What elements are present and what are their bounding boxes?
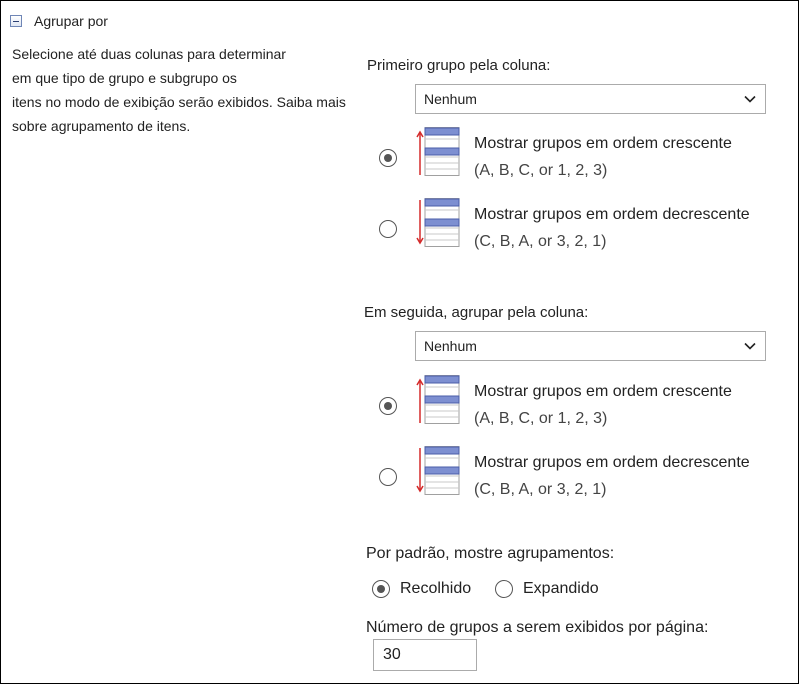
description xyxy=(12,42,407,138)
chevron-down-icon xyxy=(743,339,757,353)
first-group-descending-sub: (C, B, A, or 3, 2, 1) xyxy=(474,233,607,250)
second-group-ascending-radio[interactable] xyxy=(379,397,397,415)
second-group-descending-radio[interactable] xyxy=(379,468,397,486)
groups-per-page-value: 30 xyxy=(383,646,401,663)
second-group-ascending-title: Mostrar grupos em ordem crescente xyxy=(474,383,732,400)
groups-per-page-label: Número de grupos a serem exibidos por página: xyxy=(366,619,709,636)
second-group-descending-title: Mostrar grupos em ordem decrescente xyxy=(474,454,750,471)
second-group-label: Em seguida, agrupar pela coluna: xyxy=(364,304,589,321)
second-group-select[interactable] xyxy=(415,331,766,361)
first-group-select-value: Nenhum xyxy=(424,91,477,107)
minus-box-icon[interactable] xyxy=(10,15,22,27)
first-group-ascending-radio[interactable] xyxy=(379,149,397,167)
description-line: sobre agrupamento de itens. xyxy=(12,118,191,134)
description-line: em que tipo de grupo e subgrupo os xyxy=(12,70,237,86)
sort-ascending-icon xyxy=(414,127,460,177)
first-group-descending-title: Mostrar grupos em ordem decrescente xyxy=(474,206,750,223)
expanded-label[interactable]: Expandido xyxy=(523,580,599,597)
chevron-down-icon xyxy=(743,92,757,106)
sort-descending-icon xyxy=(414,198,460,248)
expanded-radio[interactable] xyxy=(495,580,513,598)
section-header[interactable] xyxy=(10,12,108,30)
first-group-ascending-sub: (A, B, C, or 1, 2, 3) xyxy=(474,162,608,179)
first-group-descending-radio[interactable] xyxy=(379,220,397,238)
default-display-label: Por padrão, mostre agrupamentos: xyxy=(366,545,615,562)
second-group-select-value: Nenhum xyxy=(424,338,477,354)
description-line: Selecione até duas colunas para determinar xyxy=(12,46,286,62)
description-line: itens no modo de exibição serão exibidos. Saiba mais xyxy=(12,94,346,110)
second-group-ascending-sub: (A, B, C, or 1, 2, 3) xyxy=(474,410,608,427)
collapsed-radio[interactable] xyxy=(372,580,390,598)
groups-per-page-input[interactable] xyxy=(373,639,477,671)
sort-descending-icon xyxy=(414,446,460,496)
first-group-select[interactable] xyxy=(415,84,766,114)
collapsed-label[interactable]: Recolhido xyxy=(400,580,472,597)
second-group-descending-sub: (C, B, A, or 3, 2, 1) xyxy=(474,481,607,498)
first-group-ascending-title: Mostrar grupos em ordem crescente xyxy=(474,135,732,152)
first-group-label: Primeiro grupo pela coluna: xyxy=(367,57,551,74)
sort-ascending-icon xyxy=(414,375,460,425)
section-title: Agrupar por xyxy=(34,13,108,29)
